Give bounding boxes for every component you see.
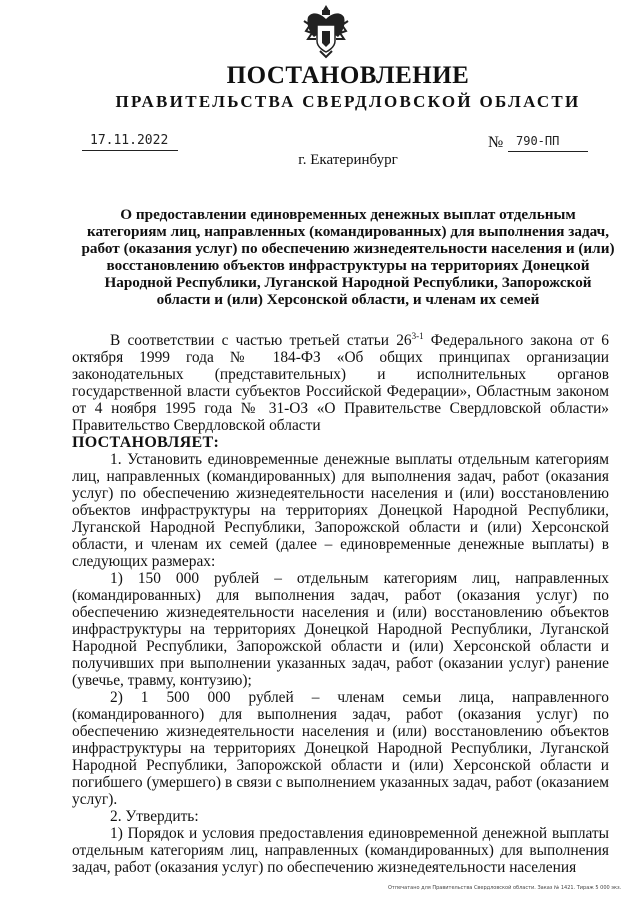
document-title: ПОСТАНОВЛЕНИЕ [226, 62, 470, 89]
document-date: 17.11.2022 [90, 133, 169, 148]
date-underline [82, 150, 178, 151]
print-footer: Отпечатано для Правительства Свердловской области. Заказ № 1421. Тираж 5 000 экз. [388, 885, 622, 891]
preamble-superscript: 3-1 [411, 330, 424, 341]
paragraph-2: 2. Утвердить: [110, 808, 199, 825]
document-number: 790-ПП [516, 134, 560, 148]
preamble-paragraph [72, 332, 609, 434]
paragraph-1-2: 2) 1 500 000 рублей – членам семьи лица, направленного (командированного) для выполнения задач, работ (оказания услуг) по обеспечению жизнедеятельности населения и (или) восстановлению объектов инфраструктуры на территориях Донецкой Народной Республики, Луганской Народной Республики, Запорожской области и (или) Херсонской области и погибшего (умершего) в связи с выполнением указанных задач, работ (оказанием услуг). [72, 689, 609, 808]
document-city: г. Екатеринбург [298, 152, 398, 168]
preamble-text-b: Федерального закона от 6 октября 1999 года № 184-ФЗ «Об общих принципах организации законодательных (представительных) и исполнительных органов государственной власти субъектов Российской Федерации», Областным законом от 4 ноября 1995 года № 31-ОЗ «О Правительстве Свердловской области» Правительство Свердловской области [72, 332, 609, 434]
paragraph-2-1: 1) Порядок и условия предоставления единовременной денежной выплаты отдельным категориям лиц, направленных (командированных) для выполнения задач, работ (оказания услуг) по обеспечению жизнедеятельности населения [72, 825, 609, 876]
number-sign: № [488, 134, 504, 151]
document-heading: О предоставлении единовременных денежных выплат отдельным категориям лиц, направленных (командированных) для выполнения задач, работ (оказания услуг) по обеспечению жизнедеятельности населения и (или) восстановлению объектов инфраструктуры на территориях Донецкой Народной Республики, Луганской Народной Республики, Запорожской области и (или) Херсонской области, и членам их семей [81, 206, 615, 308]
document-subtitle: ПРАВИТЕЛЬСТВА СВЕРДЛОВСКОЙ ОБЛАСТИ [115, 92, 581, 111]
paragraph-1: 1. Установить единовременные денежные выплаты отдельным категориям лиц, направленных (командированных) для выполнения задач, работ (оказания услуг) по обеспечению жизнедеятельности населения и (или) восстановлению объектов инфраструктуры на территориях Донецкой Народной Республики, Луганской Народной Республики, Запорожской области и (или) Херсонской области, и членам их семей (далее – единовременные денежные выплаты) в следующих размерах: [72, 451, 609, 570]
paragraph-1-1: 1) 150 000 рублей – отдельным категориям лиц, направленных (командированных) для выполнения задач, работ (оказания услуг) по обеспечению жизнедеятельности населения и (или) восстановлению объектов инфраструктуры на территориях Донецкой Народной Республики, Луганской Народной Республики, Запорожской области и (или) Херсонской области и получивших при выполнении указанных задач, работ (оказании услуг) ранение (увечье, травму, контузию); [72, 570, 609, 689]
decree-word: ПОСТАНОВЛЯЕТ: [72, 434, 220, 451]
preamble-text-a: В соответствии с частью третьей статьи 26 [110, 332, 412, 349]
document-body [72, 332, 609, 876]
coat-of-arms-emblem [302, 3, 350, 59]
